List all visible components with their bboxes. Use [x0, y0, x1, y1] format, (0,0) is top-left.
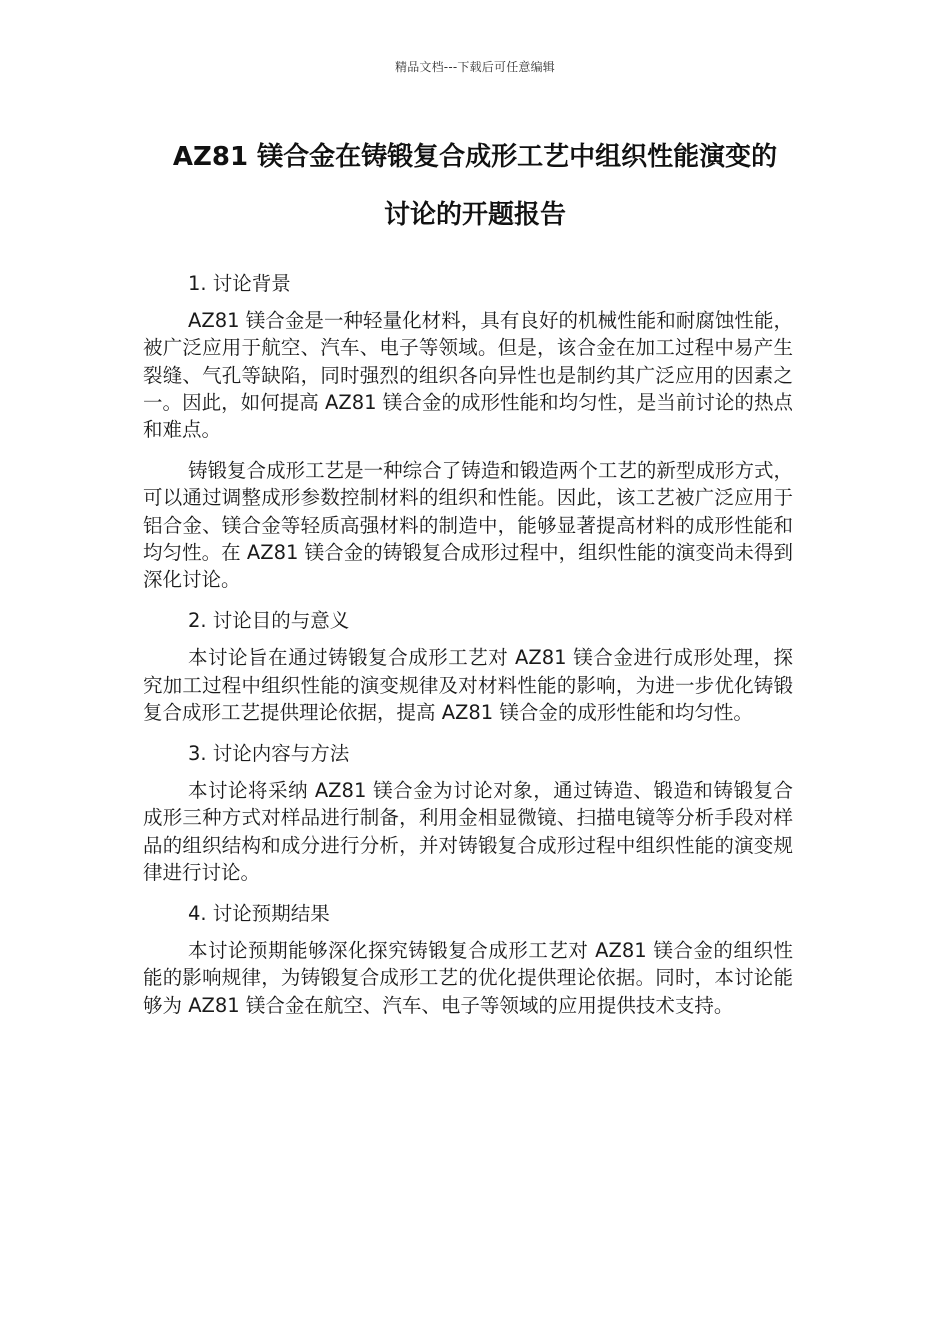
- paragraph: 本讨论将采纳 AZ81 镁合金为讨论对象，通过铸造、锻造和铸锻复合成形三种方式对样品进行制备，利用金相显微镜、扫描电镜等分析手段对样品的组织结构和成分进行分析，并对铸锻复合成形过程中组织性能的演变规律进行讨论。: [143, 779, 793, 884]
- paragraph: 本讨论旨在通过铸锻复合成形工艺对 AZ81 镁合金进行成形处理，探究加工过程中组织性能的演变规律及对材料性能的影响，为进一步优化铸锻复合成形工艺提供理论依据，提高 AZ81 镁合金的成形性能和均匀性。: [143, 646, 793, 724]
- paragraph: AZ81 镁合金是一种轻量化材料，具有良好的机械性能和耐腐蚀性能，被广泛应用于航空、汽车、电子等领域。但是，该合金在加工过程中易产生裂缝、气孔等缺陷，同时强烈的组织各向异性也是制约其广泛应用的因素之一。因此，如何提高 AZ81 镁合金的成形性能和均匀性，是当前讨论的热点和难点。: [143, 309, 793, 442]
- paragraph: 铸锻复合成形工艺是一种综合了铸造和锻造两个工艺的新型成形方式，可以通过调整成形参数控制材料的组织和性能。因此，该工艺被广泛应用于铝合金、镁合金等轻质高强材料的制造中，能够显著提高材料的成形性能和均匀性。在 AZ81 镁合金的铸锻复合成形过程中，组织性能的演变尚未得到深化讨论。: [143, 459, 793, 592]
- document-title: [120, 128, 830, 244]
- header-note: 精品文档---下载后可任意编辑: [395, 60, 555, 74]
- title-line-1: AZ81 镁合金在铸锻复合成形工艺中组织性能演变的: [172, 142, 778, 172]
- section-heading-purpose: 2. 讨论目的与意义: [188, 609, 350, 633]
- paragraph: 本讨论预期能够深化探究铸锻复合成形工艺对 AZ81 镁合金的组织性能的影响规律，为铸锻复合成形工艺的优化提供理论依据。同时，本讨论能够为 AZ81 镁合金在航空、汽车、电子等领域的应用提供技术支持。: [143, 939, 793, 1017]
- section-heading-expected-results: 4. 讨论预期结果: [188, 902, 330, 926]
- section-heading-methods: 3. 讨论内容与方法: [188, 742, 350, 766]
- section-heading-background: 1. 讨论背景: [188, 272, 291, 295]
- document-body: [143, 270, 793, 1033]
- title-line-2: 讨论的开题报告: [383, 200, 566, 230]
